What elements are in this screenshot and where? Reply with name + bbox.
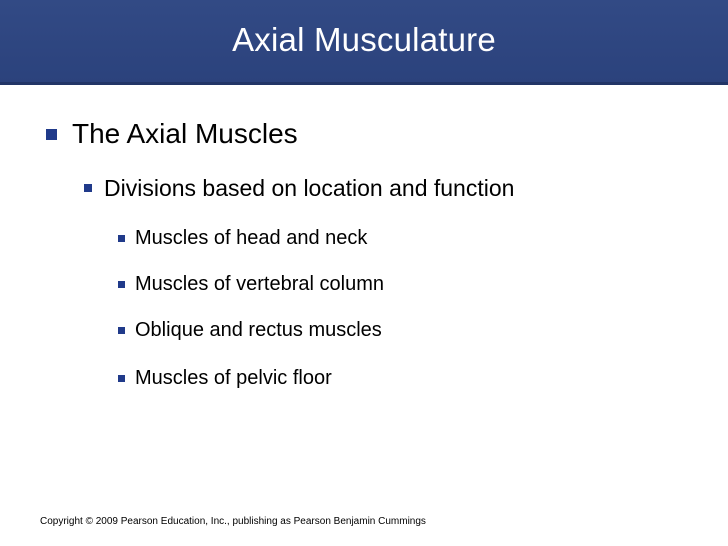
- square-bullet-icon: [118, 281, 125, 288]
- bullet-text: Muscles of pelvic floor: [135, 366, 332, 389]
- square-bullet-icon: [84, 184, 92, 192]
- bullet-level-3: [118, 270, 384, 298]
- slide-title: Axial Musculature: [232, 21, 496, 58]
- bullet-level-1: [46, 116, 298, 152]
- square-bullet-icon: [118, 235, 125, 242]
- bullet-level-3: [118, 224, 367, 252]
- bullet-level-3: [118, 316, 382, 344]
- square-bullet-icon: [118, 327, 125, 334]
- bullet-level-3: [118, 364, 332, 392]
- bullet-level-2: [84, 172, 514, 204]
- bullet-text: Muscles of head and neck: [135, 226, 368, 249]
- title-bar: [0, 0, 728, 85]
- square-bullet-icon: [46, 129, 57, 140]
- square-bullet-icon: [118, 375, 125, 382]
- bullet-text: The Axial Muscles: [72, 118, 298, 149]
- bullet-text: Oblique and rectus muscles: [135, 318, 382, 341]
- bullet-text: Divisions based on location and function: [104, 174, 515, 201]
- copyright-footer: Copyright © 2009 Pearson Education, Inc., publishing as Pearson Benjamin Cummings: [40, 516, 426, 527]
- bullet-text: Muscles of vertebral column: [135, 272, 384, 295]
